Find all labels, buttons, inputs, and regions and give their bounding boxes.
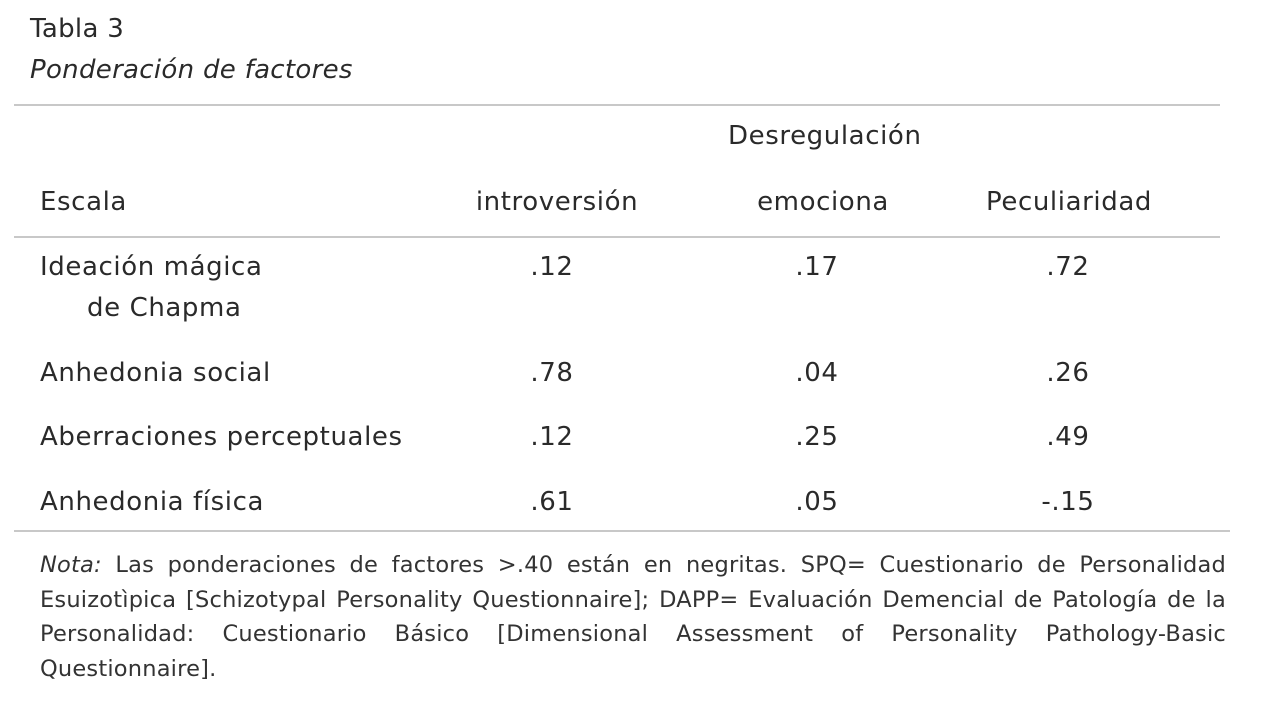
cell-value: .12 <box>530 422 574 452</box>
row-label: Anhedonia social <box>40 358 271 388</box>
cell-value: .05 <box>795 487 839 517</box>
note-text: Las ponderaciones de factores >.40 están en negritas. SPQ= Cuestionario de Personalidad Esuizotìpica [Schizotypal Personality Questionnaire]; DAPP= Evaluación Demencial de Patología de la Personalidad: Cuestionario Básico [Dimensional Assessment of Personality Pathology-Basic Questionnaire]. <box>40 552 1226 682</box>
cell-value: .78 <box>530 358 574 388</box>
column-header-escala: Escala <box>40 187 127 217</box>
column-header-peculiaridad: Peculiaridad <box>986 187 1152 217</box>
cell-value: .61 <box>530 487 574 517</box>
header-rule <box>14 236 1220 238</box>
row-label: Aberraciones perceptuales <box>40 422 403 452</box>
group-header: Desregulación <box>728 121 922 151</box>
note-lead: Nota: <box>40 552 102 578</box>
column-header-emociona: emociona <box>757 187 889 217</box>
cell-value: .04 <box>795 358 839 388</box>
cell-value: -.15 <box>1041 487 1095 517</box>
table-bottom-rule <box>14 530 1230 532</box>
cell-value: .26 <box>1046 358 1090 388</box>
table-note <box>40 548 1226 686</box>
cell-value: .72 <box>1046 252 1090 282</box>
column-header-introversion: introversión <box>475 187 639 217</box>
cell-value: .49 <box>1046 422 1090 452</box>
cell-value: .12 <box>530 252 574 282</box>
table-label: Tabla 3 <box>30 14 125 44</box>
row-label-continuation: de Chapma <box>87 293 242 323</box>
row-label: Anhedonia física <box>40 487 265 517</box>
row-label: Ideación mágica <box>40 252 263 282</box>
cell-value: .25 <box>795 422 839 452</box>
cell-value: .17 <box>795 252 839 282</box>
table-top-rule <box>14 104 1220 106</box>
table-title: Ponderación de factores <box>30 55 353 85</box>
